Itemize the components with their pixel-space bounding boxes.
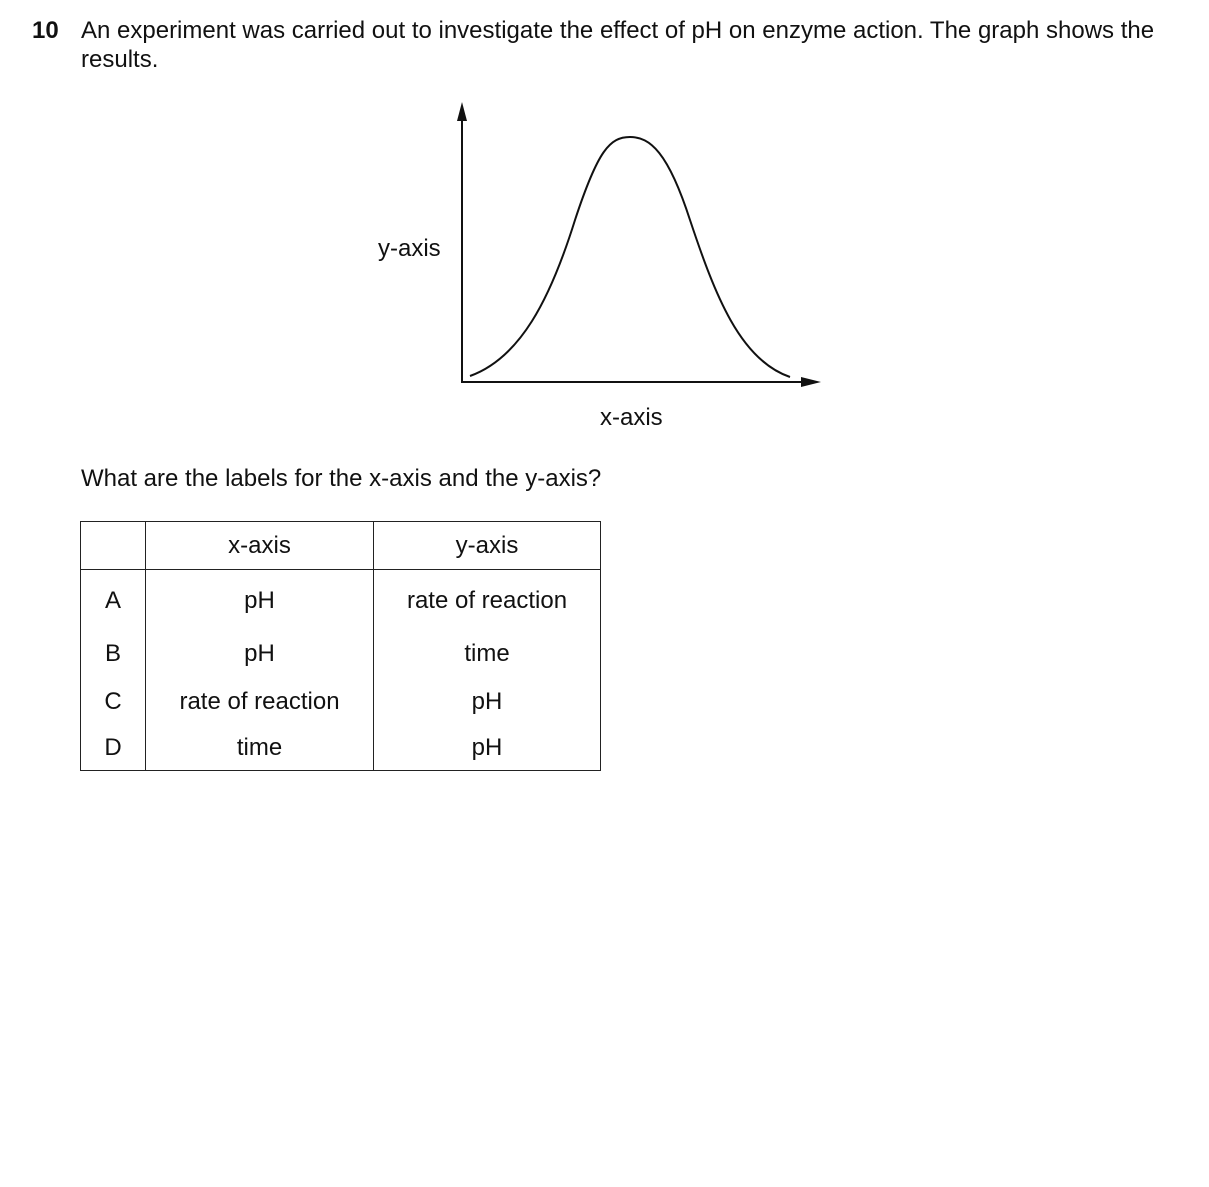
option-x-value: pH — [146, 630, 374, 678]
question-number: 10 — [32, 17, 59, 44]
header-y-axis: y-axis — [374, 522, 601, 570]
question-prompt: What are the labels for the x-axis and the y-axis? — [81, 465, 602, 492]
bell-curve — [470, 137, 790, 377]
option-y-value: time — [374, 630, 601, 678]
option-row-a[interactable] — [81, 570, 601, 631]
option-y-value: pH — [374, 726, 601, 771]
option-x-value: pH — [146, 570, 374, 631]
x-axis-label: x-axis — [600, 404, 663, 431]
option-row-b[interactable] — [81, 630, 601, 678]
option-letter: C — [81, 678, 146, 726]
option-y-value: rate of reaction — [374, 570, 601, 631]
option-letter: A — [81, 570, 146, 631]
option-y-value: pH — [374, 678, 601, 726]
answer-options-table — [80, 521, 601, 771]
y-axis-label: y-axis — [378, 235, 441, 262]
option-x-value: rate of reaction — [146, 678, 374, 726]
header-letter-cell — [81, 522, 146, 570]
table-header-row — [81, 522, 601, 570]
header-x-axis: x-axis — [146, 522, 374, 570]
option-row-d[interactable] — [81, 726, 601, 771]
option-x-value: time — [146, 726, 374, 771]
option-letter: B — [81, 630, 146, 678]
question-text: An experiment was carried out to investigate the effect of pH on enzyme action. The graph shows the results. — [81, 17, 1155, 73]
option-letter: D — [81, 726, 146, 771]
y-axis-arrowhead — [457, 102, 467, 121]
x-axis-arrowhead — [801, 377, 821, 387]
enzyme-ph-graph — [0, 0, 1209, 460]
option-row-c[interactable] — [81, 678, 601, 726]
